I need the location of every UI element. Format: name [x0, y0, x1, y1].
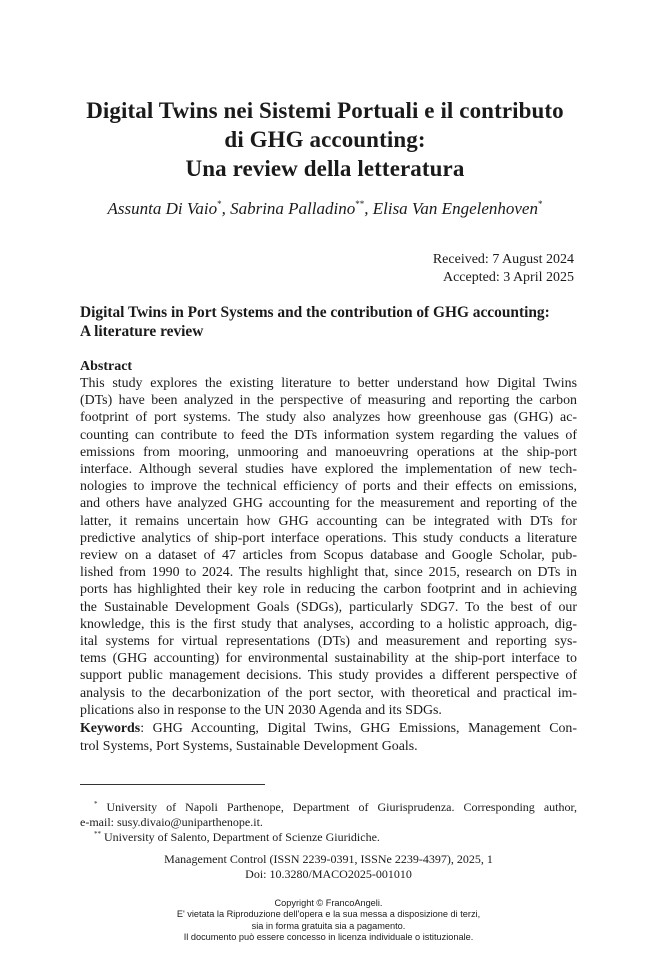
footnotes — [80, 800, 577, 845]
english-title-line: Digital Twins in Port Systems and the contribution of GHG accounting: — [80, 304, 550, 321]
abstract-line: emissions from mooring, unmooring and manoeuvring operations at the ship-port — [80, 444, 577, 460]
abstract-line: ital systems for virtual representations (DTs) and measurement and reporting sys- — [80, 634, 577, 650]
submission-dates — [433, 251, 574, 287]
journal-info — [80, 852, 577, 882]
author-list — [60, 198, 590, 220]
keywords-line — [80, 720, 577, 738]
abstract-line: (DTs) have been analyzed in the perspective of measuring and reporting the carbon — [80, 393, 577, 409]
footnote-line: e-mail: susy.divaio@uniparthenope.it. — [80, 815, 263, 829]
abstract-line: nologies to improve the technical efficiency of ports and their effects on emissions, — [80, 479, 577, 495]
title-line: Una review della letteratura — [185, 156, 465, 181]
abstract-line: knowledge, this is the first study that analyses, according to a holistic approach, dig- — [80, 616, 577, 632]
abstract-line: counting can contribute to feed the DTs information system regarding the values of — [80, 427, 577, 443]
abstract-text — [80, 375, 577, 719]
copyright-line: Il documento può essere concesso in licenza individuale o istituzionale. — [183, 932, 474, 943]
abstract-line: latter, it remains uncertain how GHG accounting can be integrated with DTs for — [80, 513, 577, 529]
abstract-line: and others have analyzed GHG accounting for the measurement and reporting of the — [80, 496, 577, 512]
abstract-line: support public management decisions. This study provides a different perspective of — [80, 668, 577, 684]
abstract-line: analysis to the decarbonization of the port sector, with theoretical and practical im- — [80, 685, 577, 701]
author-affiliation-mark: * — [537, 199, 543, 209]
abstract-line: interface. Although several studies have explored the implementation of new tech- — [80, 462, 577, 478]
paper-title — [60, 96, 590, 183]
abstract-line: lished from 1990 to 2024. The results highlight that, since 2015, research on DTs in — [80, 565, 577, 581]
abstract-line: the Sustainable Development Goals (SDGs), particularly SDG7. To the best of our — [80, 599, 577, 615]
author-separator: , — [364, 199, 373, 218]
author-affiliation-mark: ** — [355, 199, 365, 209]
received-date: Received: 7 August 2024 — [432, 252, 574, 267]
footnote-text: University of Salento, Department of Scienze Giuridiche. — [101, 830, 380, 844]
copyright-notice — [80, 898, 577, 944]
author-name: Elisa Van Engelenhoven — [372, 199, 538, 218]
accepted-date: Accepted: 3 April 2025 — [442, 270, 574, 285]
abstract-line: predictive analytics of ship-port interface operations. This study conducts a literature — [80, 530, 577, 546]
copyright-line: Copyright © FrancoAngeli. — [274, 898, 383, 908]
author-affiliation-mark: * — [217, 199, 222, 209]
title-line: Digital Twins nei Sistemi Portuali e il contributo — [86, 98, 564, 123]
author-name: Assunta Di Vaio — [107, 199, 218, 218]
copyright-line: sia in forma gratuita sia a pagamento. — [251, 920, 406, 931]
abstract-line: plications also in response to the UN 2030 Agenda and its SDGs. — [80, 702, 442, 718]
journal-citation: Management Control (ISSN 2239-0391, ISSNe 2239-4397), 2025, 1 — [164, 852, 493, 866]
author-name: Sabrina Palladino — [230, 199, 356, 218]
english-title — [80, 303, 580, 341]
footnote-line — [80, 830, 577, 845]
footnote-mark: ** — [94, 830, 101, 838]
abstract-line: ports has highlighted their key role in reducing the carbon footprint and in achieving — [80, 582, 577, 598]
keywords-label: Keywords — [80, 721, 141, 736]
title-line: di GHG accounting: — [224, 127, 426, 152]
english-title-line: A literature review — [80, 323, 204, 340]
copyright-line: E' vietata la Riproduzione dell'opera e la sua messa a disposizione di terzi, — [176, 909, 481, 920]
footnote-line — [80, 800, 577, 815]
abstract-line: review on a dataset of 47 articles from Scopus database and Google Scholar, pub- — [80, 548, 577, 564]
author-separator: , — [221, 199, 231, 218]
abstract-line: This study explores the existing literature to better understand how Digital Twins — [80, 376, 577, 391]
abstract-line: footprint of port systems. The study also analyzes how greenhouse gas (GHG) ac- — [80, 410, 577, 426]
keywords — [80, 720, 577, 756]
abstract-heading: Abstract — [80, 359, 133, 374]
footnote-text: University of Napoli Parthenope, Department of Giurisprudenza. Corresponding author, — [97, 800, 577, 814]
journal-doi: Doi: 10.3280/MACO2025-001010 — [245, 867, 412, 881]
footnote-divider — [80, 784, 265, 785]
footnote-mark: * — [94, 800, 98, 808]
abstract-line: tems (GHG accounting) for environmental sustainability at the ship-port interface to — [80, 651, 577, 667]
keywords-line: trol Systems, Port Systems, Sustainable Development Goals. — [80, 739, 418, 754]
keywords-text: : GHG Accounting, Digital Twins, GHG Emissions, Management Con- — [140, 721, 577, 736]
